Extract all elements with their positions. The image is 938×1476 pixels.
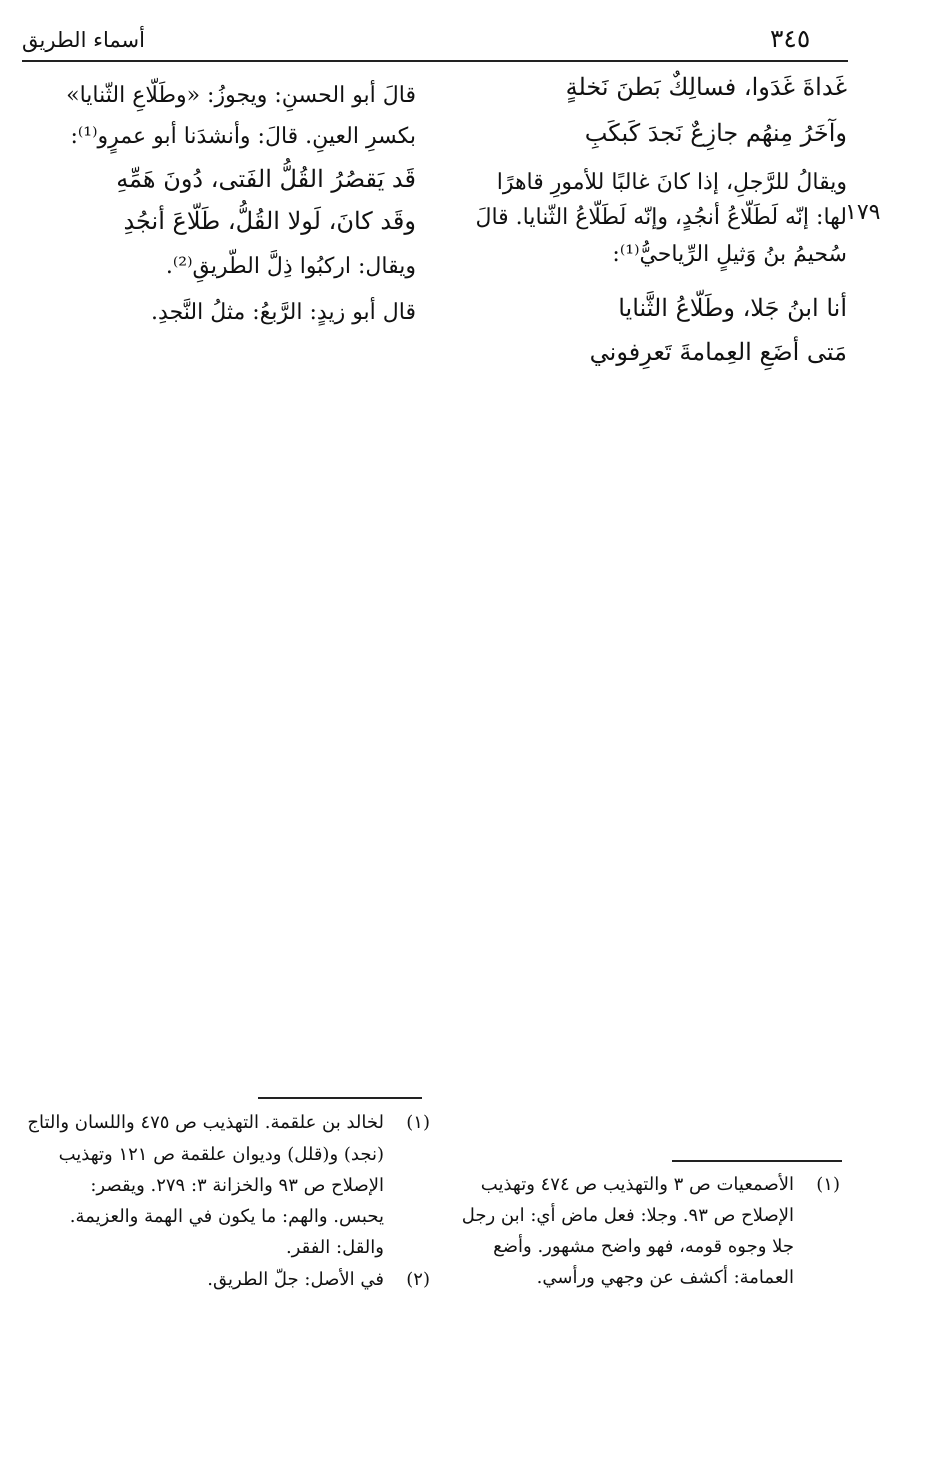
- margin-paragraph-number: ١٧٩: [845, 200, 881, 225]
- footnote-line: في الأصل: جلّ الطريق.: [207, 1269, 384, 1290]
- prose-line: قال أبو زيدٍ: الرَّبعُ: مثلُ النَّجدِ.: [151, 300, 416, 325]
- footnote-line: العمامة: أكشف عن وجهي ورأسي.: [536, 1267, 794, 1288]
- footnote-rule-right: [672, 1160, 842, 1162]
- footnote-line: لخالد بن علقمة. التهذيب ص ٤٧٥ واللسان والتاج: [27, 1112, 384, 1133]
- footnote-number: (٢): [406, 1269, 430, 1290]
- prose-line: ويقال: اركبُوا ذِلَّ الطّريقِ⁽²⁾.: [165, 254, 416, 279]
- footnote-line: (نجد) و(قلل) وديوان علقمة ص ١٢١ وتهذيب: [58, 1144, 384, 1165]
- verse-line: وقَد كانَ، لَولا القُلُّ، طَلّاعَ أنجُدِ: [123, 207, 416, 235]
- prose-line: ويقالُ للرَّجلِ، إذا كانَ غالبًا للأمورِ قاهرًا: [496, 170, 847, 195]
- footnote-line: الإصلاح ص ٩٣ والخزانة ٣: ٢٧٩. ويقصر:: [90, 1175, 384, 1196]
- prose-line: سُحيمُ بنُ وَثيلٍ الرِّياحيُّ⁽¹⁾:: [612, 242, 847, 267]
- page-number: ٣٤٥: [770, 24, 811, 53]
- prose-line: بكسرِ العينِ. قالَ: وأنشدَنا أبو عمرٍو⁽¹⁾:: [70, 124, 416, 149]
- footnote-number: (١): [816, 1174, 840, 1195]
- footnote-line: الإصلاح ص ٩٣. وجلا: فعل ماض أي: ابن رجل: [461, 1205, 794, 1226]
- prose-line: لها: إنّه لَطَلّاعُ أنجُدٍ، وإنّه لَطَلّاعُ الثّنايا. قالَ: [475, 205, 847, 230]
- verse-line: مَتى أضَعِ العِمامةَ تَعرِفوني: [589, 338, 847, 366]
- header-rule: [22, 60, 848, 62]
- verse-line: قَد يَقصُرُ القُلُّ الفَتى، دُونَ هَمِّهِ: [116, 165, 416, 193]
- footnote-line: الأصمعيات ص ٣ والتهذيب ص ٤٧٤ وتهذيب: [480, 1174, 794, 1195]
- prose-line: قالَ أبو الحسنِ: ويجوزُ: «وطَلّاعِ الثّنايا»: [66, 83, 416, 108]
- verse-line: وآخَرُ مِنهُم جازِعٌ نَجدَ كَبكَبِ: [584, 119, 847, 147]
- footnote-line: والقل: الفقر.: [285, 1237, 384, 1258]
- footnote-line: يحبس. والهم: ما يكون في الهمة والعزيمة.: [69, 1206, 384, 1227]
- running-title: أسماء الطريق: [22, 28, 145, 52]
- verse-line: أنا ابنُ جَلا، وطَلّاعُ الثَّنايا: [618, 294, 847, 322]
- footnote-number: (١): [406, 1112, 430, 1133]
- verse-line: غَداةَ غَدَوا، فسالِكٌ بَطنَ نَخلةٍ: [565, 73, 847, 101]
- footnote-rule-left: [258, 1097, 422, 1099]
- footnote-line: جلا وجوه قومه، فهو واضح مشهور. وأضع: [493, 1236, 794, 1257]
